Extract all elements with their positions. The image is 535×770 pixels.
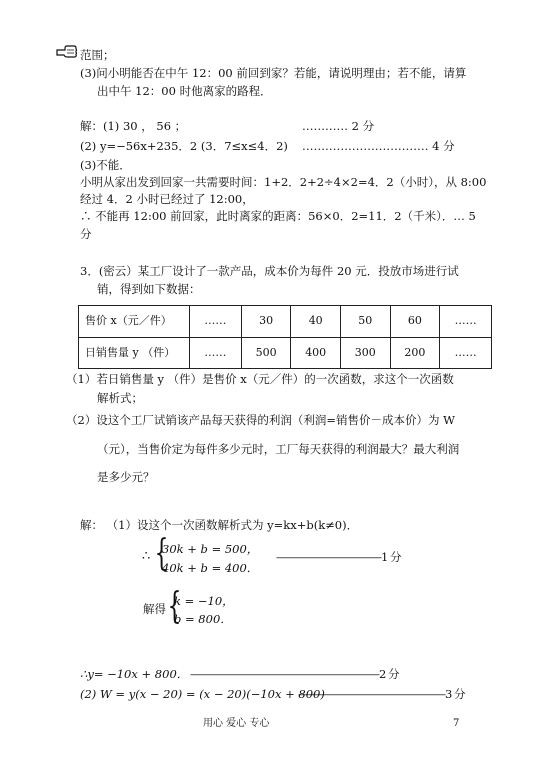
score-1: ——————————1 分 (276, 550, 401, 564)
table-row (79, 306, 492, 338)
page-footer: 用心 爱心 专心 (203, 718, 270, 729)
range-label: 范围； (80, 48, 115, 62)
table-cell: 500 (241, 337, 291, 369)
sub-question-1-line1: （1）若日销售量 y （件）是售价 x（元／件）的一次函数，求这个一次函数 (66, 372, 454, 386)
table-cell: 60 (390, 306, 440, 338)
sub-question-2-line1: （2）设这个工厂试销该产品每天获得的利润（利润=销售价－成本价）为 W (66, 413, 455, 427)
question-3-line2: 出中午 12：00 时他离家的路程． (97, 84, 272, 98)
therefore-symbol: ∴ (142, 549, 151, 564)
table-cell: 日销售量 y （件） (79, 337, 190, 369)
table-cell: 200 (390, 337, 440, 369)
answer-2: (2) y=−56x+235．2 (3．7≤x≤4．2) (80, 139, 288, 153)
equation-1: 30k + b = 500， (162, 542, 259, 556)
sub-question-2-line2: （元），当售价定为每件多少元时，工厂每天获得的利润最大？最大利润 (97, 442, 460, 456)
table-cell: 50 (340, 306, 390, 338)
equation-2: 40k + b = 400． (162, 561, 259, 575)
score-3-line: ——————————————3 分 (298, 687, 465, 701)
table-cell: …… (440, 337, 492, 369)
table-cell: 400 (291, 337, 341, 369)
page-number: 7 (453, 718, 460, 729)
linear-function-result: ∴y= −10x + 800． (80, 667, 189, 681)
problem-3-line1: 3．(密云）某工厂设计了一款产品，成本价为每件 20 元．投放市场进行试 (80, 264, 459, 278)
question-3-line1: (3)问小明能否在中午 12：00 前回到家？若能，请说明理由；若不能，请算 (80, 66, 467, 80)
score-2-line: ——————————————————2 分 (190, 667, 399, 681)
score-2: ………… 2 分 (302, 119, 375, 133)
sub-question-2-line3: 是多少元？ (97, 470, 155, 484)
table-cell: …… (190, 306, 242, 338)
table-cell: 30 (241, 306, 291, 338)
score-4: …………………………… 4 分 (302, 139, 455, 153)
answer-3: (3)不能． (80, 158, 131, 172)
pointing-hand-icon (56, 43, 78, 61)
profit-equation: (2) W = y(x − 20) = (x − 20)(−10x + 800) (80, 687, 325, 701)
answer-1: 解：(1) 30 ， 56 ； (80, 119, 187, 133)
table-cell: 40 (291, 306, 341, 338)
table-row (79, 337, 492, 369)
table-cell: …… (190, 337, 242, 369)
sales-data-table (78, 305, 492, 369)
answer-3-detail4: 分 (80, 227, 92, 241)
table-cell: …… (440, 306, 492, 338)
solve-label: 解得 (143, 602, 166, 616)
answer-3-detail3: ∴ 不能再 12:00 前回家，此时离家的距离：56×0．2=11．2（千米）．… 5 (80, 209, 476, 223)
solution-k: k = −10， (174, 594, 234, 608)
sub-question-1-line2: 解析式； (97, 391, 143, 405)
system-brace: { (154, 533, 169, 574)
problem-3-line2: 销，得到如下数据： (97, 282, 201, 296)
table-cell: 售价 x（元／件） (79, 306, 190, 338)
solution-brace: { (167, 586, 182, 627)
answer-3-detail2: 经过 4．2 小时已经过了 12:00， (80, 192, 254, 206)
table-cell: 300 (340, 337, 390, 369)
solution-step-1: 解： （1）设这个一次函数解析式为 y=kx+b(k≠0)． (80, 518, 359, 532)
solution-b: b = 800． (174, 612, 232, 626)
answer-3-detail1: 小明从家出发到回家一共需要时间：1+2．2+2÷4×2=4．2（小时），从 8:00 (80, 175, 487, 189)
